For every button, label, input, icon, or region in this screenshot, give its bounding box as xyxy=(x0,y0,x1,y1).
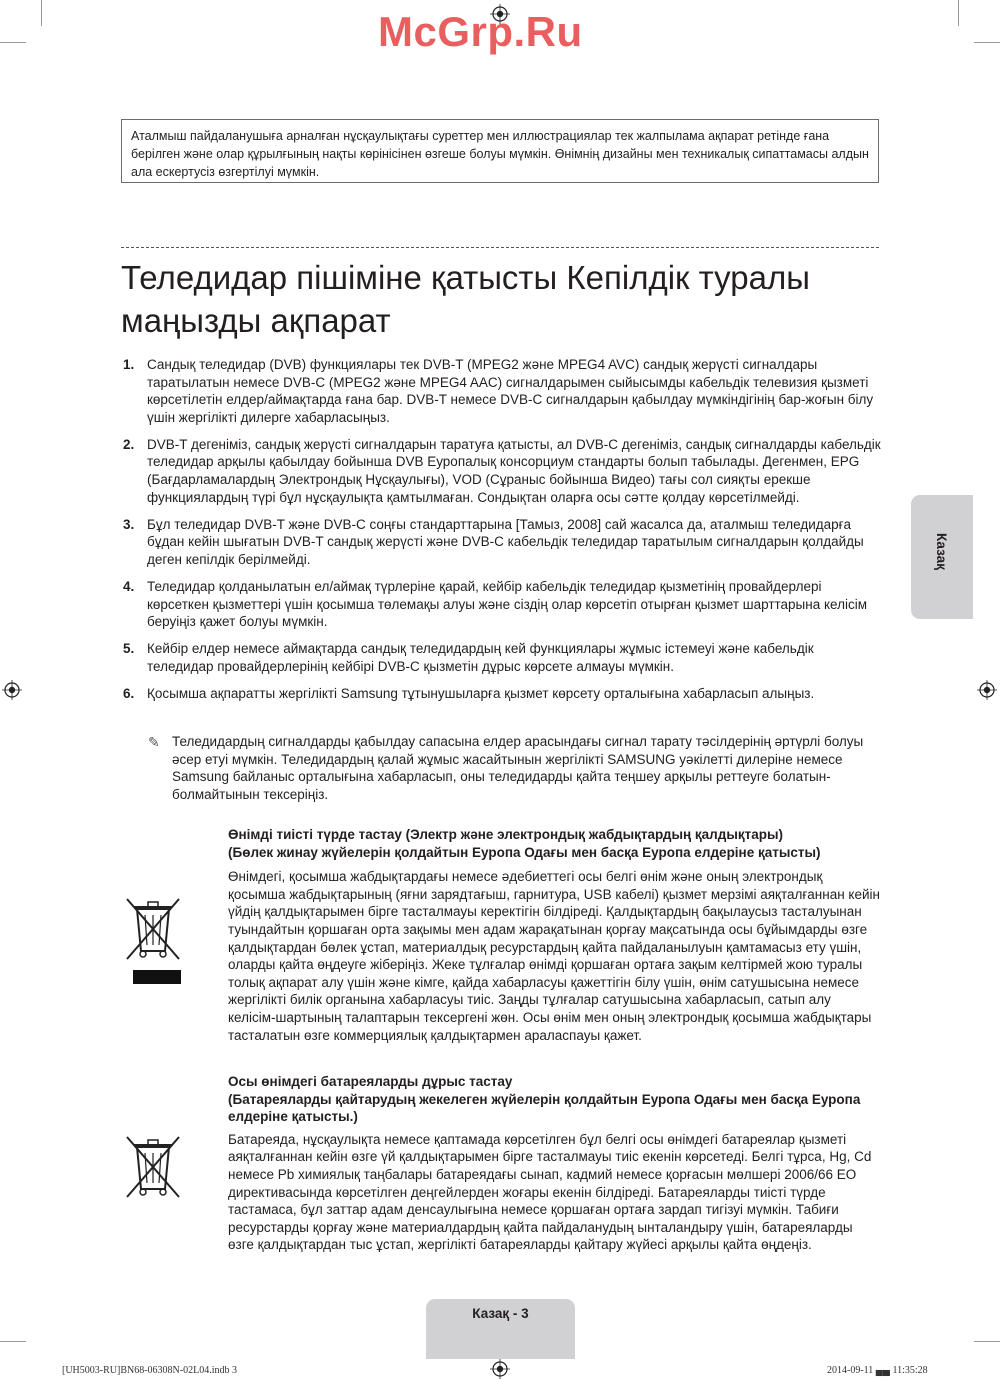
list-item xyxy=(121,640,881,675)
section-subheading: (Бөлек жинау жүйелерін қолдайтын Еуропа Одағы мен басқа Еуропа елдеріне қатысты) xyxy=(228,844,821,860)
section-body: Өнімдегі, қосымша жабдықтардағы немесе әдебиеттегі осы белгі өнім және оның электрондық қосымша жабдықтарының (яғни зарядтағыш, гарнитура, USB кабелі) қызмет мерзімі аяқталғаннан кейін үйдің қалдықтарымен бірге тасталмауы керектігін білдіреді. Қалдықтардың бақылаусыз тасталуынан туындайтын қоршаған орта зақымы мен адам жарақатынан қорғау мақсатында осы бұйымдарды өзге қалдықтардан бөлек ұстап, материалдық ресурстардың қайта пайдаланылуын қамтамасыз ету үшін, оларды қайта өңдеуге жіберіңіз. Жеке тұлғалар өнімді қоршаған ортаға зақым келтірмей жою туралы толық ақпарат алу үшін және кімге, қайда хабарласуы қажеттігін білу үшін, өнім сатушысына немесе жергілікті билік органына хабарласуы тиіс. Заңды тұлғалар сатушысына хабарласып, сатып алу келісім-шартының талаптарын тексергені жөн. Осы өнім мен оның электрондық қосымша жабдықтары тасталатын өзге коммерциялық қалдықтармен араласпауы қажет. xyxy=(228,869,880,1043)
crop-mark xyxy=(0,1341,26,1342)
item-text: Сандық теледидар (DVB) функциялары тек DVB-T (MPEG2 және MPEG4 AVC) сандық жерүсті сигналдары таратылатын немесе DVB-C (MPEG2 және MPEG4 AAC) сигналдарымен сыйысымды кабельдік телевизия қызметі көрсетілетін елдер/аймақтарда ғана бар. DVB-T немесе DVB-C сигналдарын қабылдау мүмкіндігінің бар-жоғын білу үшін жергілікті дилерге хабарласыңыз. xyxy=(147,357,874,425)
crossed-bin-icon xyxy=(123,1133,185,1209)
page-title: Теледидар пішіміне қатысты Кепілдік туралы маңызды ақпарат xyxy=(121,259,810,339)
page-number-tab xyxy=(426,1299,575,1359)
note-text: Теледидардың сигналдарды қабылдау сапасына елдер арасындағы сигнал тарату тәсілдерінің әртүрлі болуы әсер етуі мүмкін. Теледидардың қалай жұмыс жасайтынын жергілікті SAMSUNG уәкілетті дилеріне немесе Samsung байланыс орталығына хабарласып, оны теледидарды қайта теңшеу арқылы реттеуге болатын-болмайтынын тексеріңіз. xyxy=(172,734,864,802)
crop-mark xyxy=(974,1341,1000,1342)
item-text: DVB-T дегеніміз, сандық жерүсті сигналдарын таратуға қатысты, ал DVB-C дегеніміз, сандық сигналдарды кабельдік теледидар арқылы қабылдау бойынша DVB Еуропалық консорциум стандарты болып табылады. Дегенмен, EPG (Бағдарламалардың Электрондық Нұсқаулығы), VOD (Сұраныс бойынша Видео) тағы сол сияқты ерекше функциялардың түрі бұл нұсқаулықта қамтылмаған. Сондықтан оларға осы сәтте қолдау көрсетілмейді. xyxy=(147,436,881,505)
list-item xyxy=(121,436,881,506)
item-number: 6. xyxy=(123,686,135,701)
print-slug-timestamp: 2014-09-11 ▄▄ 11:35:28 xyxy=(827,1365,928,1376)
section-subheading: (Батареяларды қайтарудың жекелеген жүйелерін қолдайтын Еуропа Одағы мен басқа Еуропа елдеріне қатысты.) xyxy=(228,1091,861,1125)
page-number: Казақ - 3 xyxy=(472,1306,529,1321)
crop-mark xyxy=(974,42,1000,43)
crop-mark xyxy=(0,42,26,43)
list-item xyxy=(121,356,881,426)
registration-mark-icon xyxy=(2,680,22,700)
item-number: 2. xyxy=(123,436,135,452)
item-text: Бұл теледидар DVB-T және DVB-C соңғы стандарттарына [Тамыз, 2008] сай жасалса да, аталмыш теледидарға бұдан кейін шығатын DVB-T сандық жерүсті және DVB-C кабельдік теледидар таратылым сигналдарын қолдайды деген кепілдік берілмейді. xyxy=(147,516,864,567)
pencil-note-icon: ✎ xyxy=(148,734,160,750)
crossed-bin-icon xyxy=(123,895,185,987)
section-heading: Осы өнімдегі батареяларды дұрыс тастау xyxy=(228,1074,513,1089)
item-text: Қосымша ақпаратты жергілікті Samsung тұтынушыларға қызмет көрсету орталығына хабарласып алыңыз. xyxy=(147,686,815,701)
list-item xyxy=(121,578,881,631)
item-number: 5. xyxy=(123,641,135,657)
weee-disposal-section xyxy=(228,826,880,1044)
print-slug-file: [UH5003-RU]BN68-06308N-02L04.indb 3 xyxy=(62,1365,237,1376)
warranty-list xyxy=(121,356,881,712)
disclaimer-box: Аталмыш пайдаланушыға арналған нұсқаулықтағы суреттер мен иллюстрациялар тек жалпылама ақпарат ретінде ғана берілген және олар құрылғының нақты көрінісінен өзгеше болуы мүмкін. Өнімнің дизайны мен техникалық сипаттамасы алдын ала ескертусіз өзгертілуі мүмкін. xyxy=(121,119,879,183)
list-item xyxy=(121,516,881,569)
item-number: 1. xyxy=(123,357,135,372)
item-text: Кейбір елдер немесе аймақтарда сандық теледидардың кей функциялары жұмыс істемеуі және кабельдік теледидар провайдерлерінің кейбірі DVB-C қызметін дұрыс көрсете алмауы мүмкін. xyxy=(147,641,814,674)
language-side-tab xyxy=(911,495,973,619)
item-number: 4. xyxy=(123,579,135,595)
registration-mark-icon xyxy=(977,680,997,700)
list-item xyxy=(121,685,881,703)
watermark: McGrp.Ru xyxy=(378,8,583,55)
item-number: 3. xyxy=(123,516,135,532)
battery-disposal-section xyxy=(228,1073,880,1254)
dashed-divider xyxy=(121,247,879,248)
crop-mark xyxy=(958,0,959,26)
crop-mark xyxy=(41,0,42,26)
section-body: Батареяда, нұсқаулықта немесе қаптамада көрсетілген бұл белгі осы өнімдегі батареялар қызметі аяқталғаннан кейін өзге үй қалдықтарымен бірге тасталмауы тиіс екенін көрсетеді. Белгі тұрса, Hg, Cd немесе Pb химиялық таңбалары батареядағы сынап, кадмий немесе қорғасын мөлшері 2006/66 ЕО директивасында көрсетілген деңгейлерден жоғары екенін білдіреді. Батареяларды тиісті түрде тастамаса, бұл заттар адам денсаулығына немесе қоршаған ортаға зардап тигізуі мүмкін. Табиғи ресурстарды қорғау және материалдардың қайта пайдаланудың ынталандыру үшін, батареяларды өзге қалдықтардан тыс ұстап, жергілікті батареяларды қайтару жүйесі арқылы қайта өңдеңіз. xyxy=(228,1131,872,1253)
registration-mark-icon xyxy=(490,1359,510,1379)
side-tab-label: Казақ xyxy=(934,533,949,570)
note xyxy=(146,733,881,803)
section-heading: Өнімді тиісті түрде тастау (Электр және электрондық жабдықтардың қалдықтары) xyxy=(228,827,784,842)
item-text: Теледидар қолданылатын ел/аймақ түрлеріне қарай, кейбір кабельдік теледидар қызметінің провайдерлері көрсеткен қызметтері үшін қосымша төлемақы алуы және сіздің олар көрсетіп отырған қызмет шарттарына келісім беруіңіз қажет болуы мүмкін. xyxy=(147,579,867,630)
